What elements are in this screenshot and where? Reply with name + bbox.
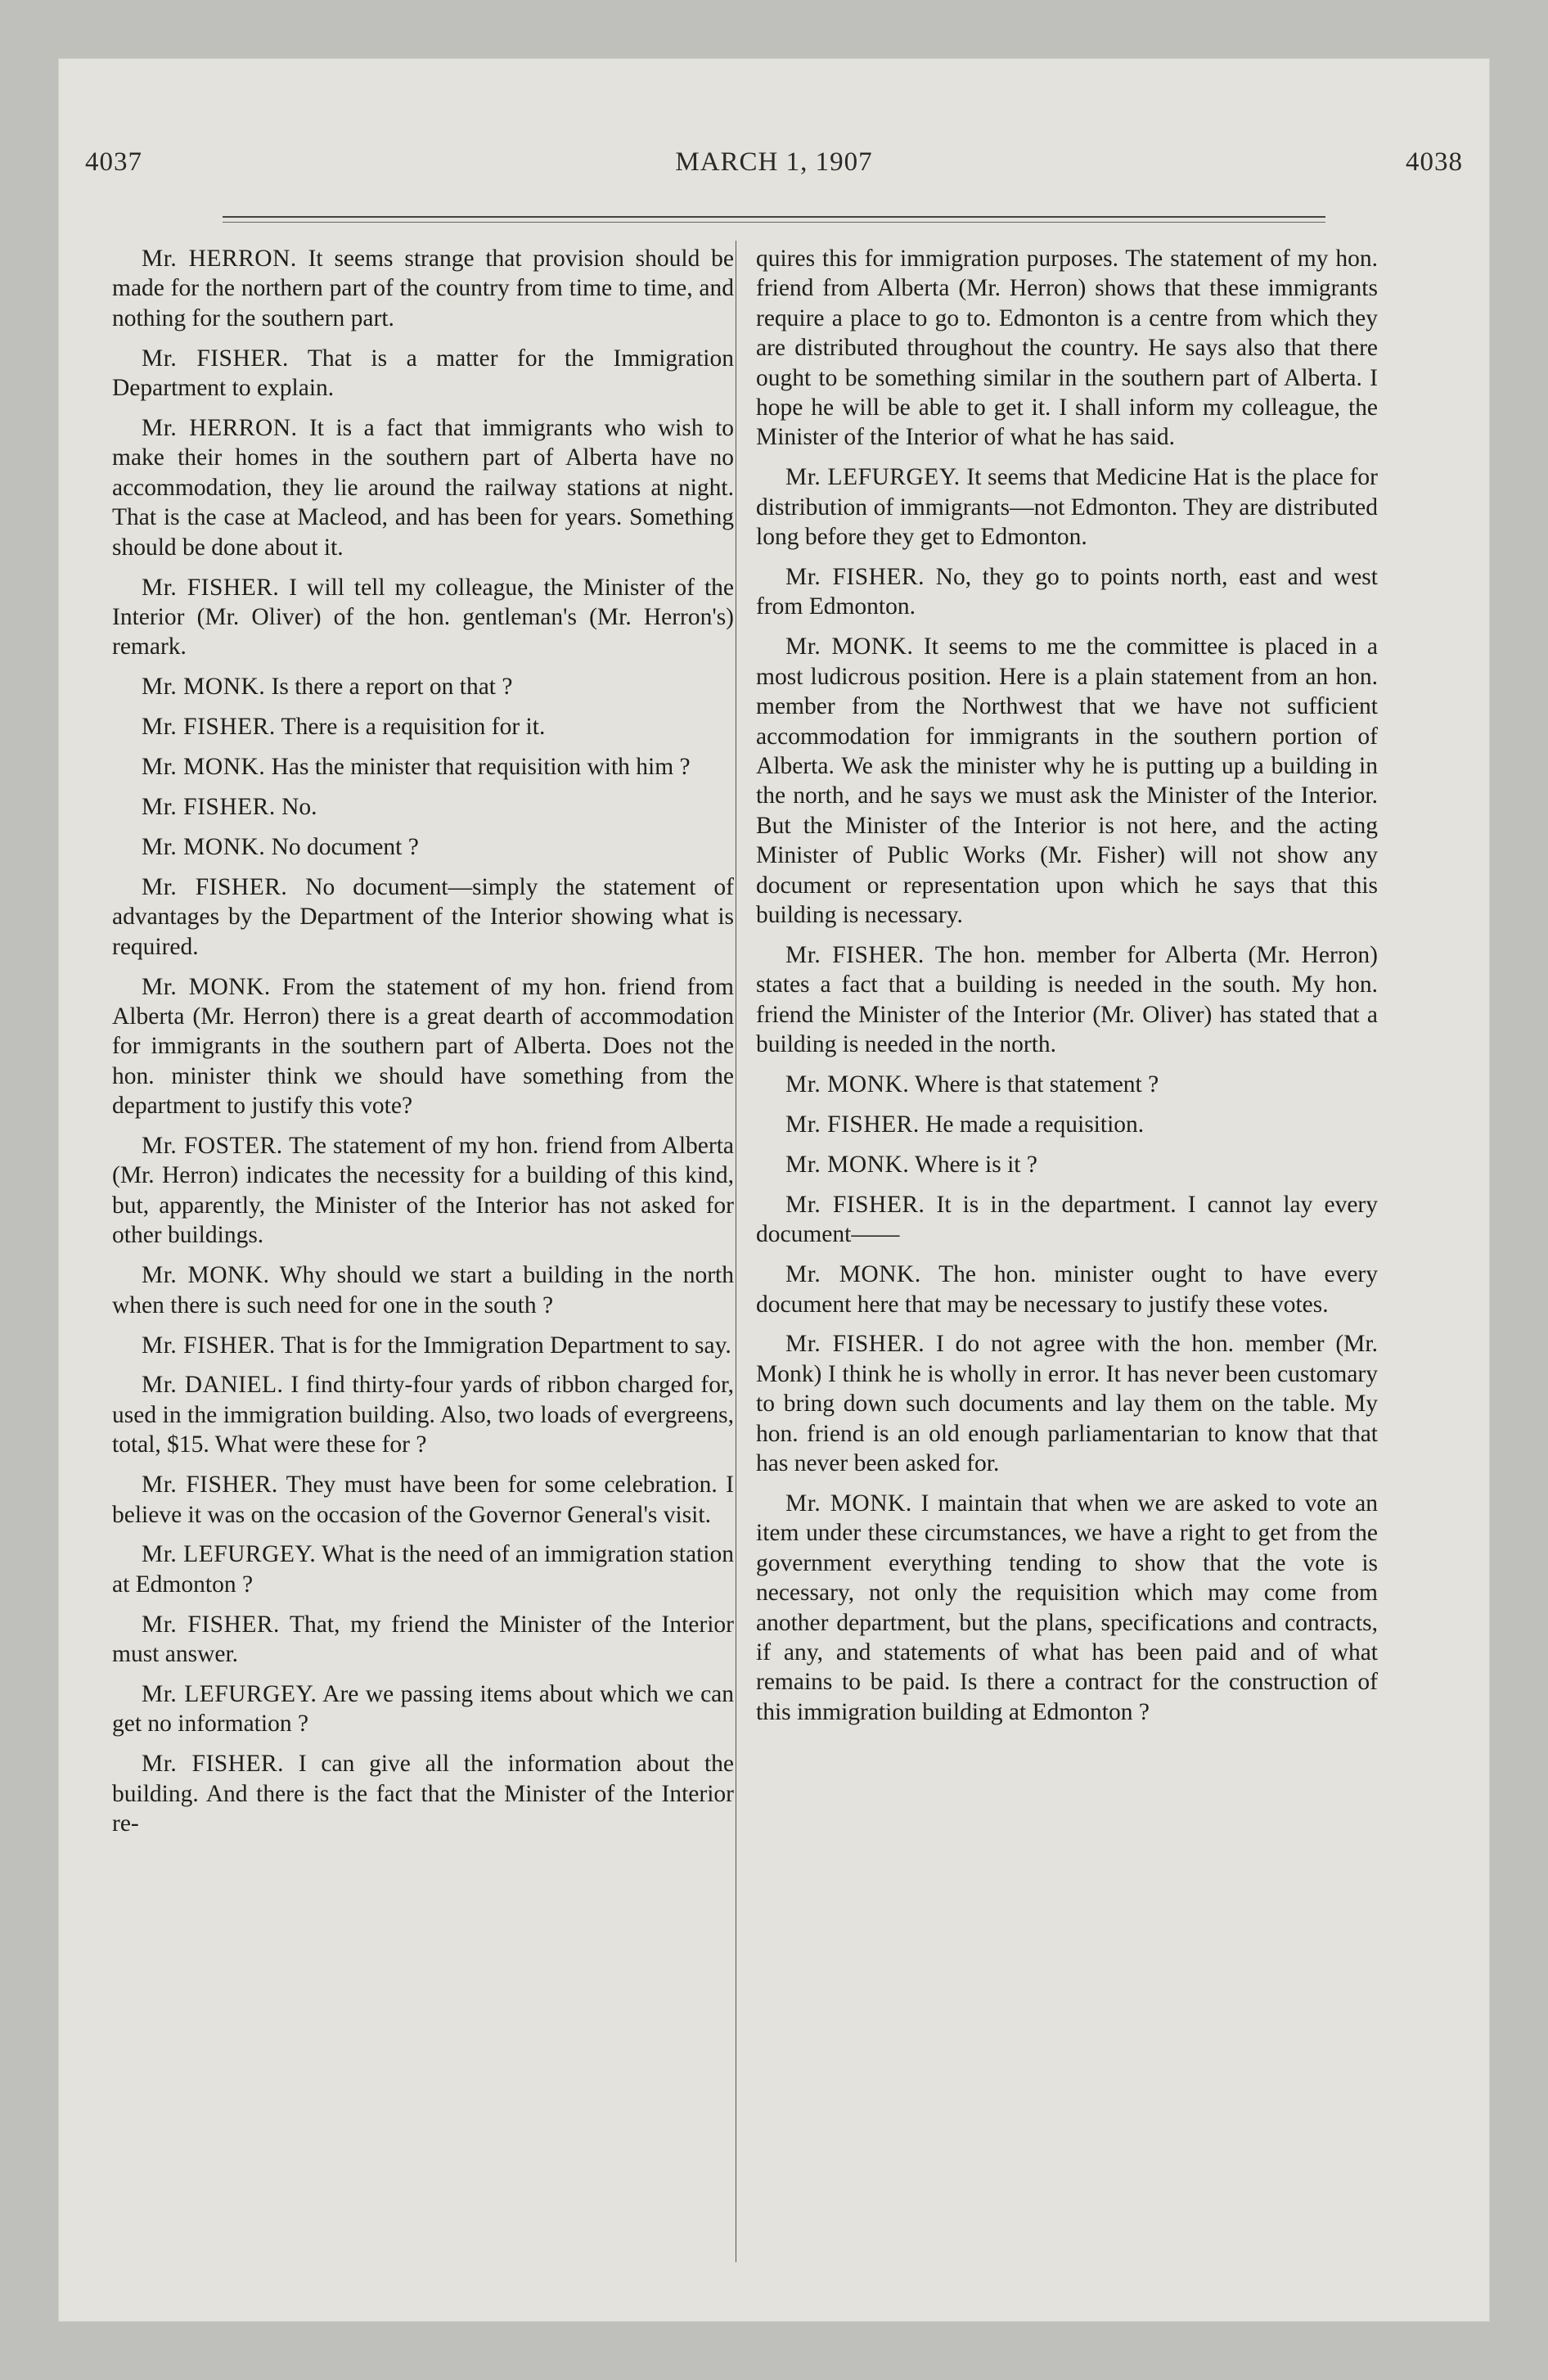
speech-paragraph xyxy=(112,1749,734,1838)
speaker-name: Mr. MONK. xyxy=(785,1261,921,1288)
speech-text: I will tell my colleague, the Minister of the Interior (Mr. Oliver) of the hon. gentleman's (Mr. Herron's) remark. xyxy=(112,574,735,660)
speech-text: No document—simply the statement of advantages by the Department of the Interior showing what is required. xyxy=(112,873,734,960)
speech-text: It is in the department. I cannot lay every document—— xyxy=(756,1191,1378,1248)
speech-paragraph xyxy=(756,244,1378,453)
speaker-name: Mr. FISHER. xyxy=(142,345,289,372)
speaker-name: Mr. MONK. xyxy=(142,833,266,860)
speech-text: It seems to me the committee is placed in a most ludicrous position. Here is a plain statement from an hon. member from the Northwest that we have not sufficient accommodation for immigrants in the southern portion of Alberta. We ask the minister why he is putting up a building in the north, and he says we must ask the Minister of the Interior. But the Minister of the Interior is not here, and the acting Minister of Public Works (Mr. Fisher) will not show any document or representation upon which he says that this building is necessary. xyxy=(756,633,1379,929)
speaker-name: Mr. MONK. xyxy=(785,1151,910,1178)
right-page-number: 4038 xyxy=(1406,147,1463,177)
speech-paragraph xyxy=(112,752,734,782)
speech-paragraph xyxy=(112,1470,734,1530)
right-column xyxy=(756,244,1378,1738)
header-rule-thin xyxy=(223,222,1325,223)
speech-text: quires this for immigration purposes. The statement of my hon. friend from Alberta (Mr. Herron) shows that these immigrants require a place to go to. Edmonton is a centre from which they are distributed throughout the country. He says also that there ought to be something similar in the southern part of Alberta. I hope he will be able to get it. I shall inform my colleague, the Minister of the Interior of what he has said. xyxy=(756,246,1378,451)
speech-paragraph xyxy=(112,344,734,403)
speech-paragraph xyxy=(112,1539,734,1599)
speech-paragraph xyxy=(756,562,1378,622)
speech-text: I maintain that when we are asked to vote an item under these circumstances, we have a right to get from the government everything tending to show that the vote is necessary, not only the requisition which may come from another department, but the plans, specifications and contracts, if any, and statements of what has been paid and of what remains to be paid. Is there a contract for the construction of this immigration building at Edmonton ? xyxy=(756,1490,1378,1725)
speech-paragraph xyxy=(112,872,734,962)
speech-paragraph xyxy=(112,1679,734,1739)
speech-paragraph xyxy=(112,1260,734,1320)
speaker-name: Mr. FISHER. xyxy=(785,1111,920,1138)
left-page-number: 4037 xyxy=(85,147,142,177)
speech-paragraph xyxy=(756,1110,1378,1139)
speech-paragraph xyxy=(112,792,734,822)
speech-paragraph xyxy=(756,1150,1378,1179)
speaker-name: Mr. FISHER. xyxy=(142,1751,285,1778)
speaker-name: Mr. FISHER. xyxy=(785,941,925,968)
speaker-name: Mr. FOSTER. xyxy=(142,1133,283,1160)
speaker-name: Mr. LEFURGEY. xyxy=(142,1541,317,1568)
speech-paragraph xyxy=(756,462,1378,552)
speech-text: The hon. member for Alberta (Mr. Herron) states a fact that a building is needed in the south. My hon. friend the Minister of the Interior (Mr. Oliver) has stated that a building is needed in the north. xyxy=(756,941,1378,1058)
speech-text: Has the minister that requisition with him ? xyxy=(271,754,691,781)
speech-paragraph xyxy=(112,712,734,741)
speech-paragraph xyxy=(756,940,1378,1060)
speech-text: Are we passing items about which we can get no information ? xyxy=(112,1681,735,1738)
speech-text: That, my friend the Minister of the Interior must answer. xyxy=(112,1611,734,1668)
speaker-name: Mr. HERRON. xyxy=(142,415,298,442)
header-rule xyxy=(223,216,1325,218)
speaker-name: Mr. FISHER. xyxy=(142,1472,278,1499)
speech-paragraph xyxy=(756,1260,1378,1319)
speaker-name: Mr. LEFURGEY. xyxy=(142,1681,317,1708)
speaker-name: Mr. MONK. xyxy=(785,633,914,660)
speech-text: There is a requisition for it. xyxy=(281,714,546,741)
speech-text: I can give all the information about the building. And there is the fact that the Minister of the Interior re- xyxy=(112,1751,734,1837)
speech-text: No, they go to points north, east and west from Edmonton. xyxy=(756,564,1378,620)
speech-paragraph xyxy=(112,672,734,701)
speech-text: What is the need of an immigration station at Edmonton ? xyxy=(112,1541,734,1598)
speech-text: They must have been for some celebration. I believe it was on the occasion of the Governor General's visit. xyxy=(112,1472,734,1528)
page-date: MARCH 1, 1907 xyxy=(675,147,873,177)
speech-text: Where is it ? xyxy=(915,1151,1037,1178)
speech-text: No. xyxy=(281,794,317,820)
speech-text: The hon. minister ought to have every document here that may be necessary to justify these votes. xyxy=(756,1261,1378,1318)
speaker-name: Mr. FISHER. xyxy=(142,794,276,820)
speaker-name: Mr. FISHER. xyxy=(142,714,276,741)
speaker-name: Mr. MONK. xyxy=(142,973,271,1000)
speech-paragraph xyxy=(756,1070,1378,1099)
speaker-name: Mr. MONK. xyxy=(142,1262,270,1289)
speaker-name: Mr. MONK. xyxy=(785,1071,910,1098)
speaker-name: Mr. HERRON. xyxy=(142,246,297,272)
speech-text: The statement of my hon. friend from Alberta (Mr. Herron) indicates the necessity for a building of this kind, but, apparently, the Minister of the Interior has not asked for other buildings. xyxy=(112,1133,734,1249)
speech-paragraph xyxy=(112,244,734,333)
speech-text: It is a fact that immigrants who wish to make their homes in the southern part of Alberta have no accommodation, they lie around the railway stations at night. That is the case at Macleod, and has been for years. Something should be done about it. xyxy=(112,415,735,561)
speaker-name: Mr. FISHER. xyxy=(142,1332,276,1359)
speech-paragraph xyxy=(756,1190,1378,1250)
speech-paragraph xyxy=(756,632,1378,930)
page-header xyxy=(59,59,1489,190)
speaker-name: Mr. FISHER. xyxy=(142,873,288,900)
speech-text: No document ? xyxy=(271,833,419,860)
speech-paragraph xyxy=(112,1331,734,1360)
speaker-name: Mr. FISHER. xyxy=(785,1331,925,1358)
speech-text: That is a matter for the Immigration Department to explain. xyxy=(112,345,734,402)
left-column xyxy=(112,244,734,1849)
speech-paragraph xyxy=(112,413,734,562)
speaker-name: Mr. FISHER. xyxy=(785,564,925,591)
speech-paragraph xyxy=(112,573,734,662)
speaker-name: Mr. MONK. xyxy=(142,754,266,781)
speech-paragraph xyxy=(112,972,734,1121)
speech-paragraph xyxy=(112,1370,734,1459)
hansard-page xyxy=(59,59,1489,2321)
speech-text: He made a requisition. xyxy=(925,1111,1145,1138)
speech-paragraph xyxy=(112,1131,734,1251)
speaker-name: Mr. MONK. xyxy=(142,674,266,701)
speech-paragraph xyxy=(756,1329,1378,1478)
speech-text: I find thirty-four yards of ribbon charged for, used in the immigration building. Also, two loads of evergreens, total, $15. What were these for ? xyxy=(112,1372,734,1458)
speaker-name: Mr. DANIEL. xyxy=(142,1372,284,1399)
speech-text: It seems strange that provision should be made for the northern part of the country from time to time, and nothing for the southern part. xyxy=(112,246,734,331)
speech-text: Why should we start a building in the north when there is such need for one in the south ? xyxy=(112,1262,734,1318)
speaker-name: Mr. FISHER. xyxy=(142,574,280,601)
speaker-name: Mr. FISHER. xyxy=(142,1611,280,1638)
speech-text: I do not agree with the hon. member (Mr. Monk) I think he is wholly in error. It has never been customary to bring down such documents and lay them on the table. My hon. friend is an old enough parliamentarian to know that that has never been asked for. xyxy=(756,1331,1378,1477)
speaker-name: Mr. MONK. xyxy=(785,1490,912,1517)
speech-text: Is there a report on that ? xyxy=(271,674,513,701)
speech-text: From the statement of my hon. friend from Alberta (Mr. Herron) there is a great dearth of accommodation for immigrants in the southern part of Alberta. Does not the hon. minister think we should have something from the department to justify this vote? xyxy=(112,973,735,1120)
speaker-name: Mr. FISHER. xyxy=(785,1191,925,1218)
speech-paragraph xyxy=(756,1489,1378,1727)
speech-paragraph xyxy=(112,832,734,862)
speech-text: Where is that statement ? xyxy=(915,1071,1159,1098)
speech-text: That is for the Immigration Department to say. xyxy=(281,1332,731,1359)
speech-paragraph xyxy=(112,1610,734,1670)
speech-text: It seems that Medicine Hat is the place for distribution of immigrants—not Edmonton. They are distributed long before they get to Edmonton. xyxy=(756,464,1379,551)
speaker-name: Mr. LEFURGEY. xyxy=(785,464,961,491)
